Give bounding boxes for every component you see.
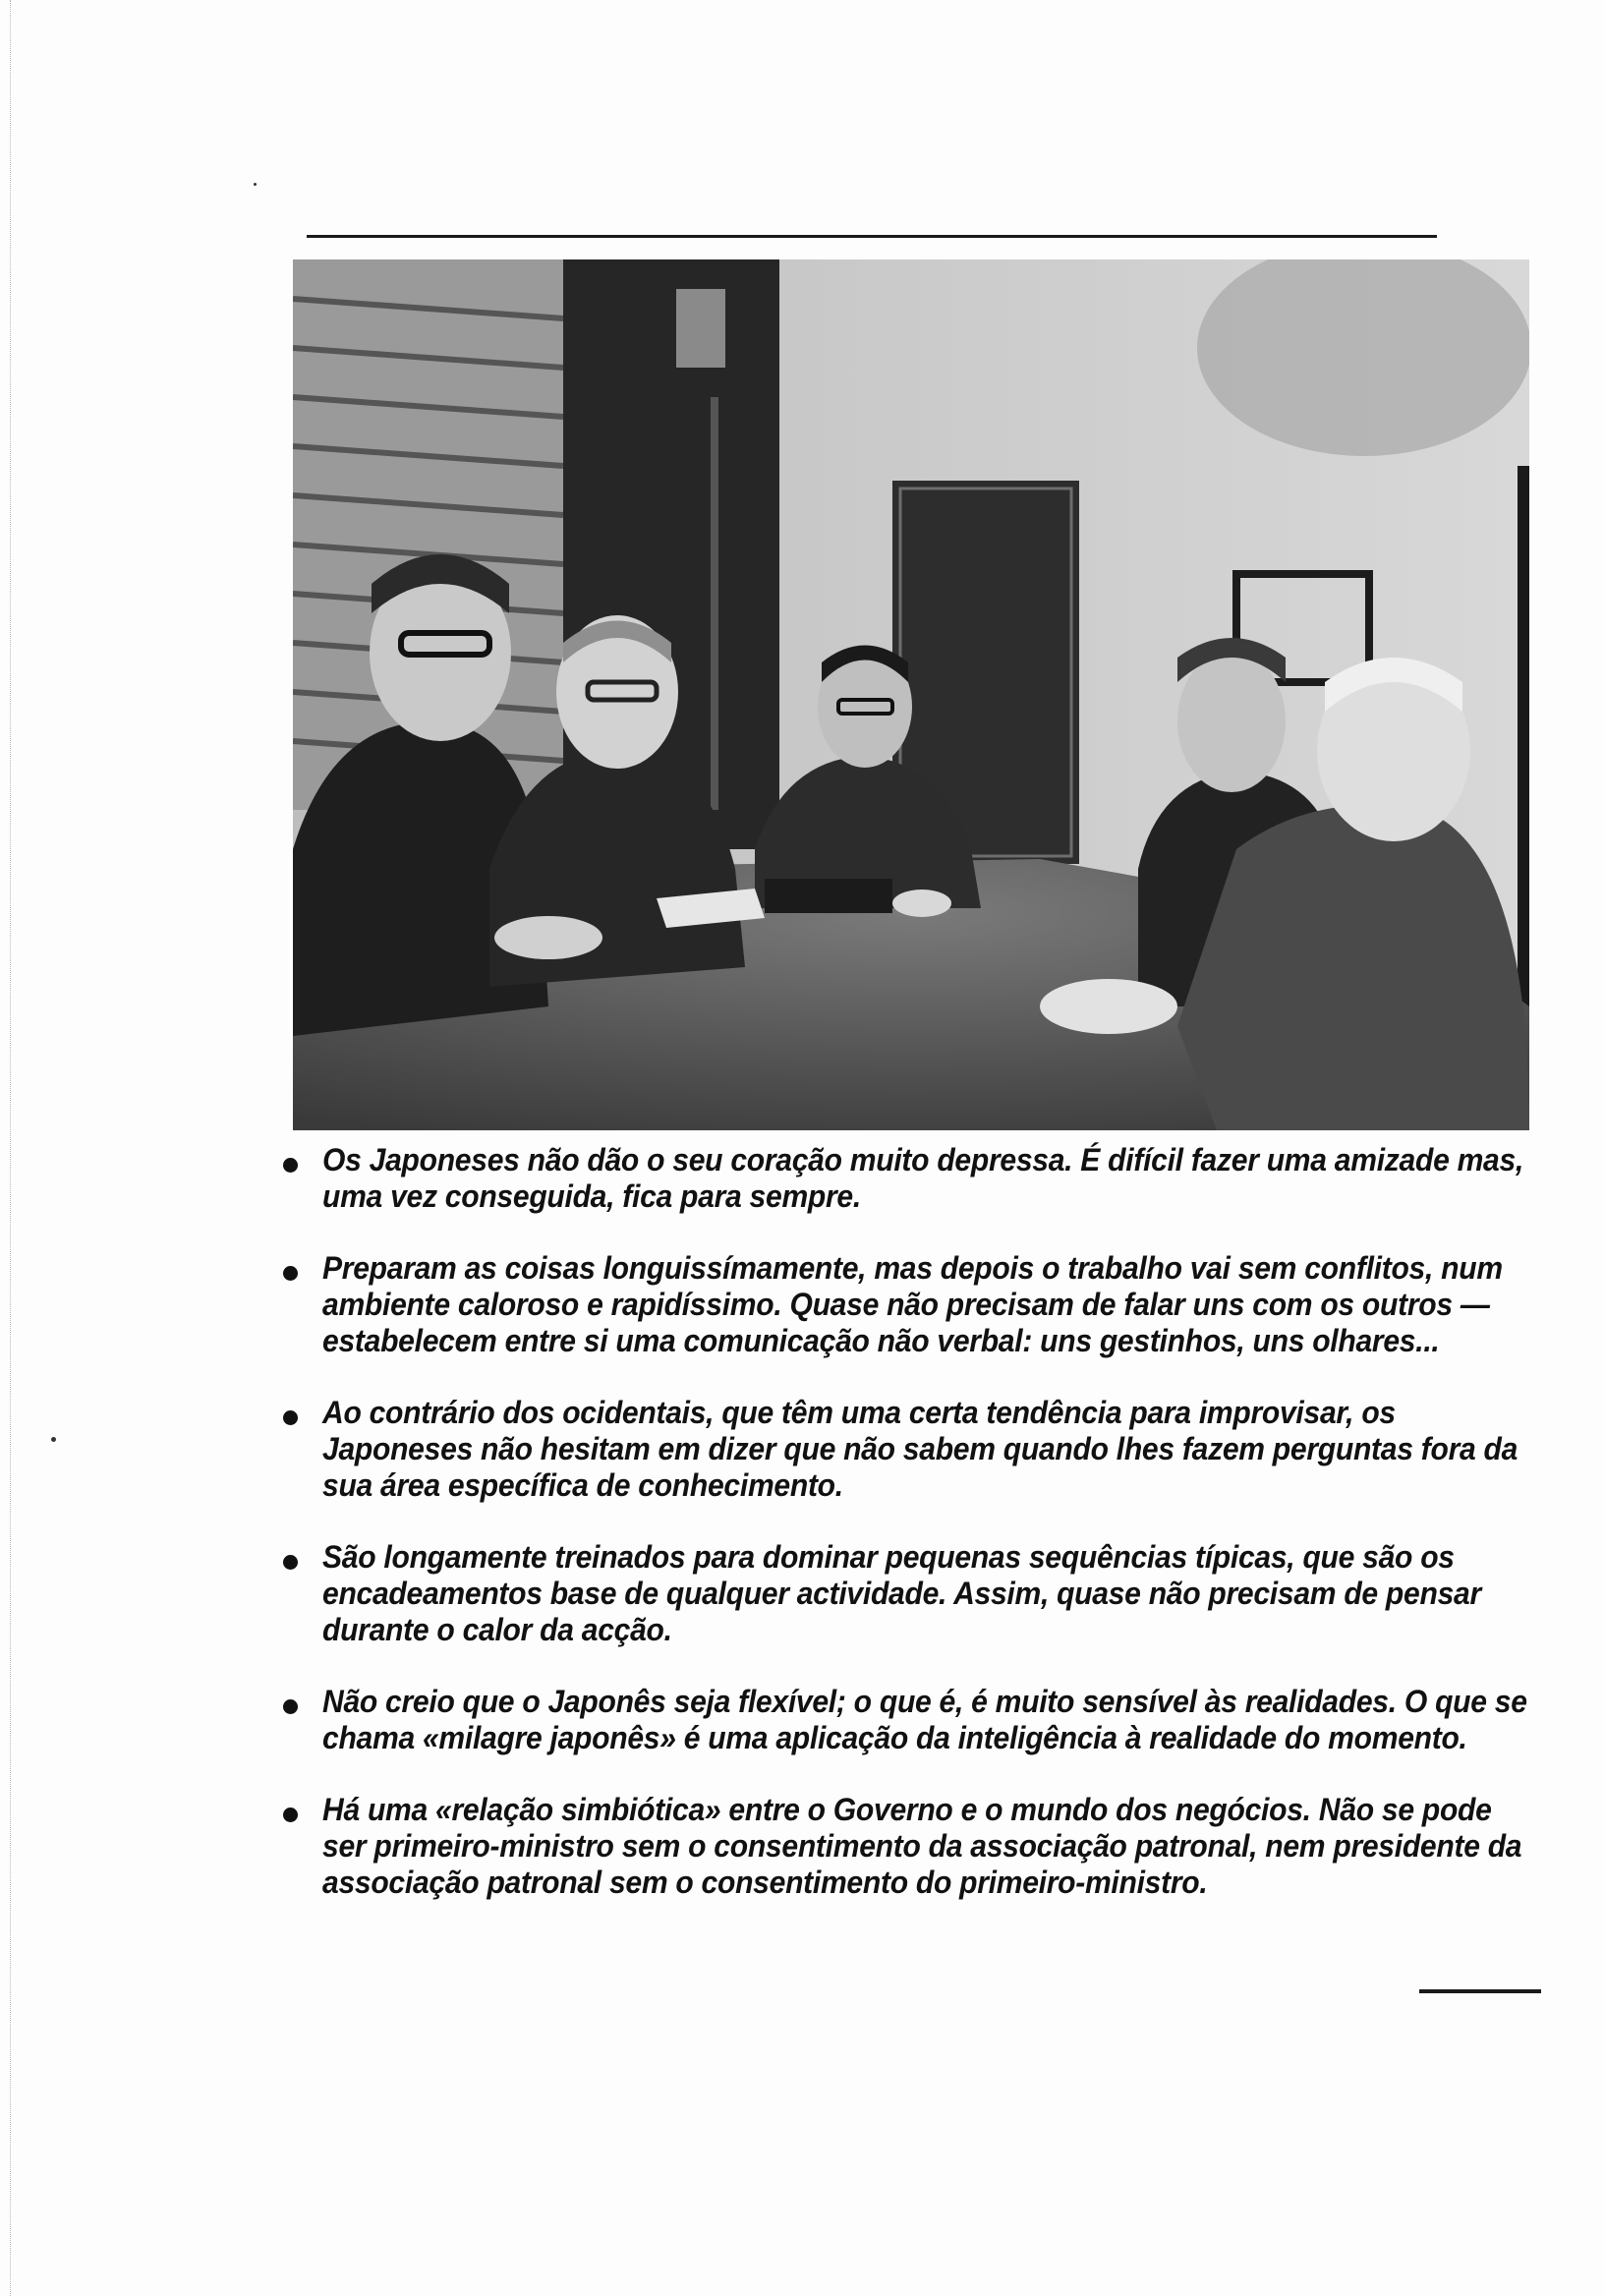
list-item	[281, 1250, 1559, 1359]
bullet-dot-icon	[283, 1266, 298, 1281]
top-rule	[307, 235, 1437, 238]
list-item	[281, 1539, 1559, 1648]
list-item	[281, 1684, 1559, 1756]
bullet-dot-icon	[283, 1410, 298, 1425]
list-item	[281, 1142, 1559, 1215]
bullet-text: Os Japoneses não dão o seu coração muito depressa. É difícil fazer uma amizade mas, uma vez conseguida, fica para sempre.	[322, 1142, 1524, 1214]
list-item	[281, 1395, 1559, 1504]
bullet-text: Preparam as coisas longuissímamente, mas depois o trabalho vai sem conflitos, num ambiente caloroso e rapidíssimo. Quase não precisam de falar uns com os outros — estabelecem entre si uma comunicação não verbal: uns gestinhos, uns olhares...	[322, 1250, 1503, 1358]
bullet-text: Há uma «relação simbiótica» entre o Governo e o mundo dos negócios. Não se pode ser primeiro-ministro sem o consentimento da associação patronal, nem presidente da associação patronal sem o consentimento do primeiro-ministro.	[322, 1792, 1522, 1900]
bullet-dot-icon	[283, 1158, 298, 1173]
bullet-list	[281, 1142, 1559, 1936]
bullet-dot-icon	[283, 1808, 298, 1822]
bullet-dot-icon	[283, 1699, 298, 1714]
bullet-dot-icon	[283, 1555, 298, 1570]
scan-speck	[254, 183, 257, 186]
scan-edge-line	[10, 0, 11, 2296]
bullet-text: São longamente treinados para dominar pequenas sequências típicas, que são os encadeamentos base de qualquer actividade. Assim, quase não precisam de pensar durante o calor da acção.	[322, 1539, 1481, 1647]
list-item	[281, 1792, 1559, 1901]
bullet-text: Ao contrário dos ocidentais, que têm uma certa tendência para improvisar, os Japoneses não hesitam em dizer que não sabem quando lhes fazem perguntas fora da sua área específica de conhecimento.	[322, 1395, 1518, 1503]
meeting-photo-illustration	[293, 259, 1529, 1130]
scan-speck	[51, 1437, 56, 1442]
meeting-photo	[293, 259, 1529, 1130]
bottom-rule	[1419, 1989, 1541, 1993]
bullet-text: Não creio que o Japonês seja flexível; o que é, é muito sensível às realidades. O que se chama «milagre japonês» é uma aplicação da inteligência à realidade do momento.	[322, 1684, 1527, 1755]
